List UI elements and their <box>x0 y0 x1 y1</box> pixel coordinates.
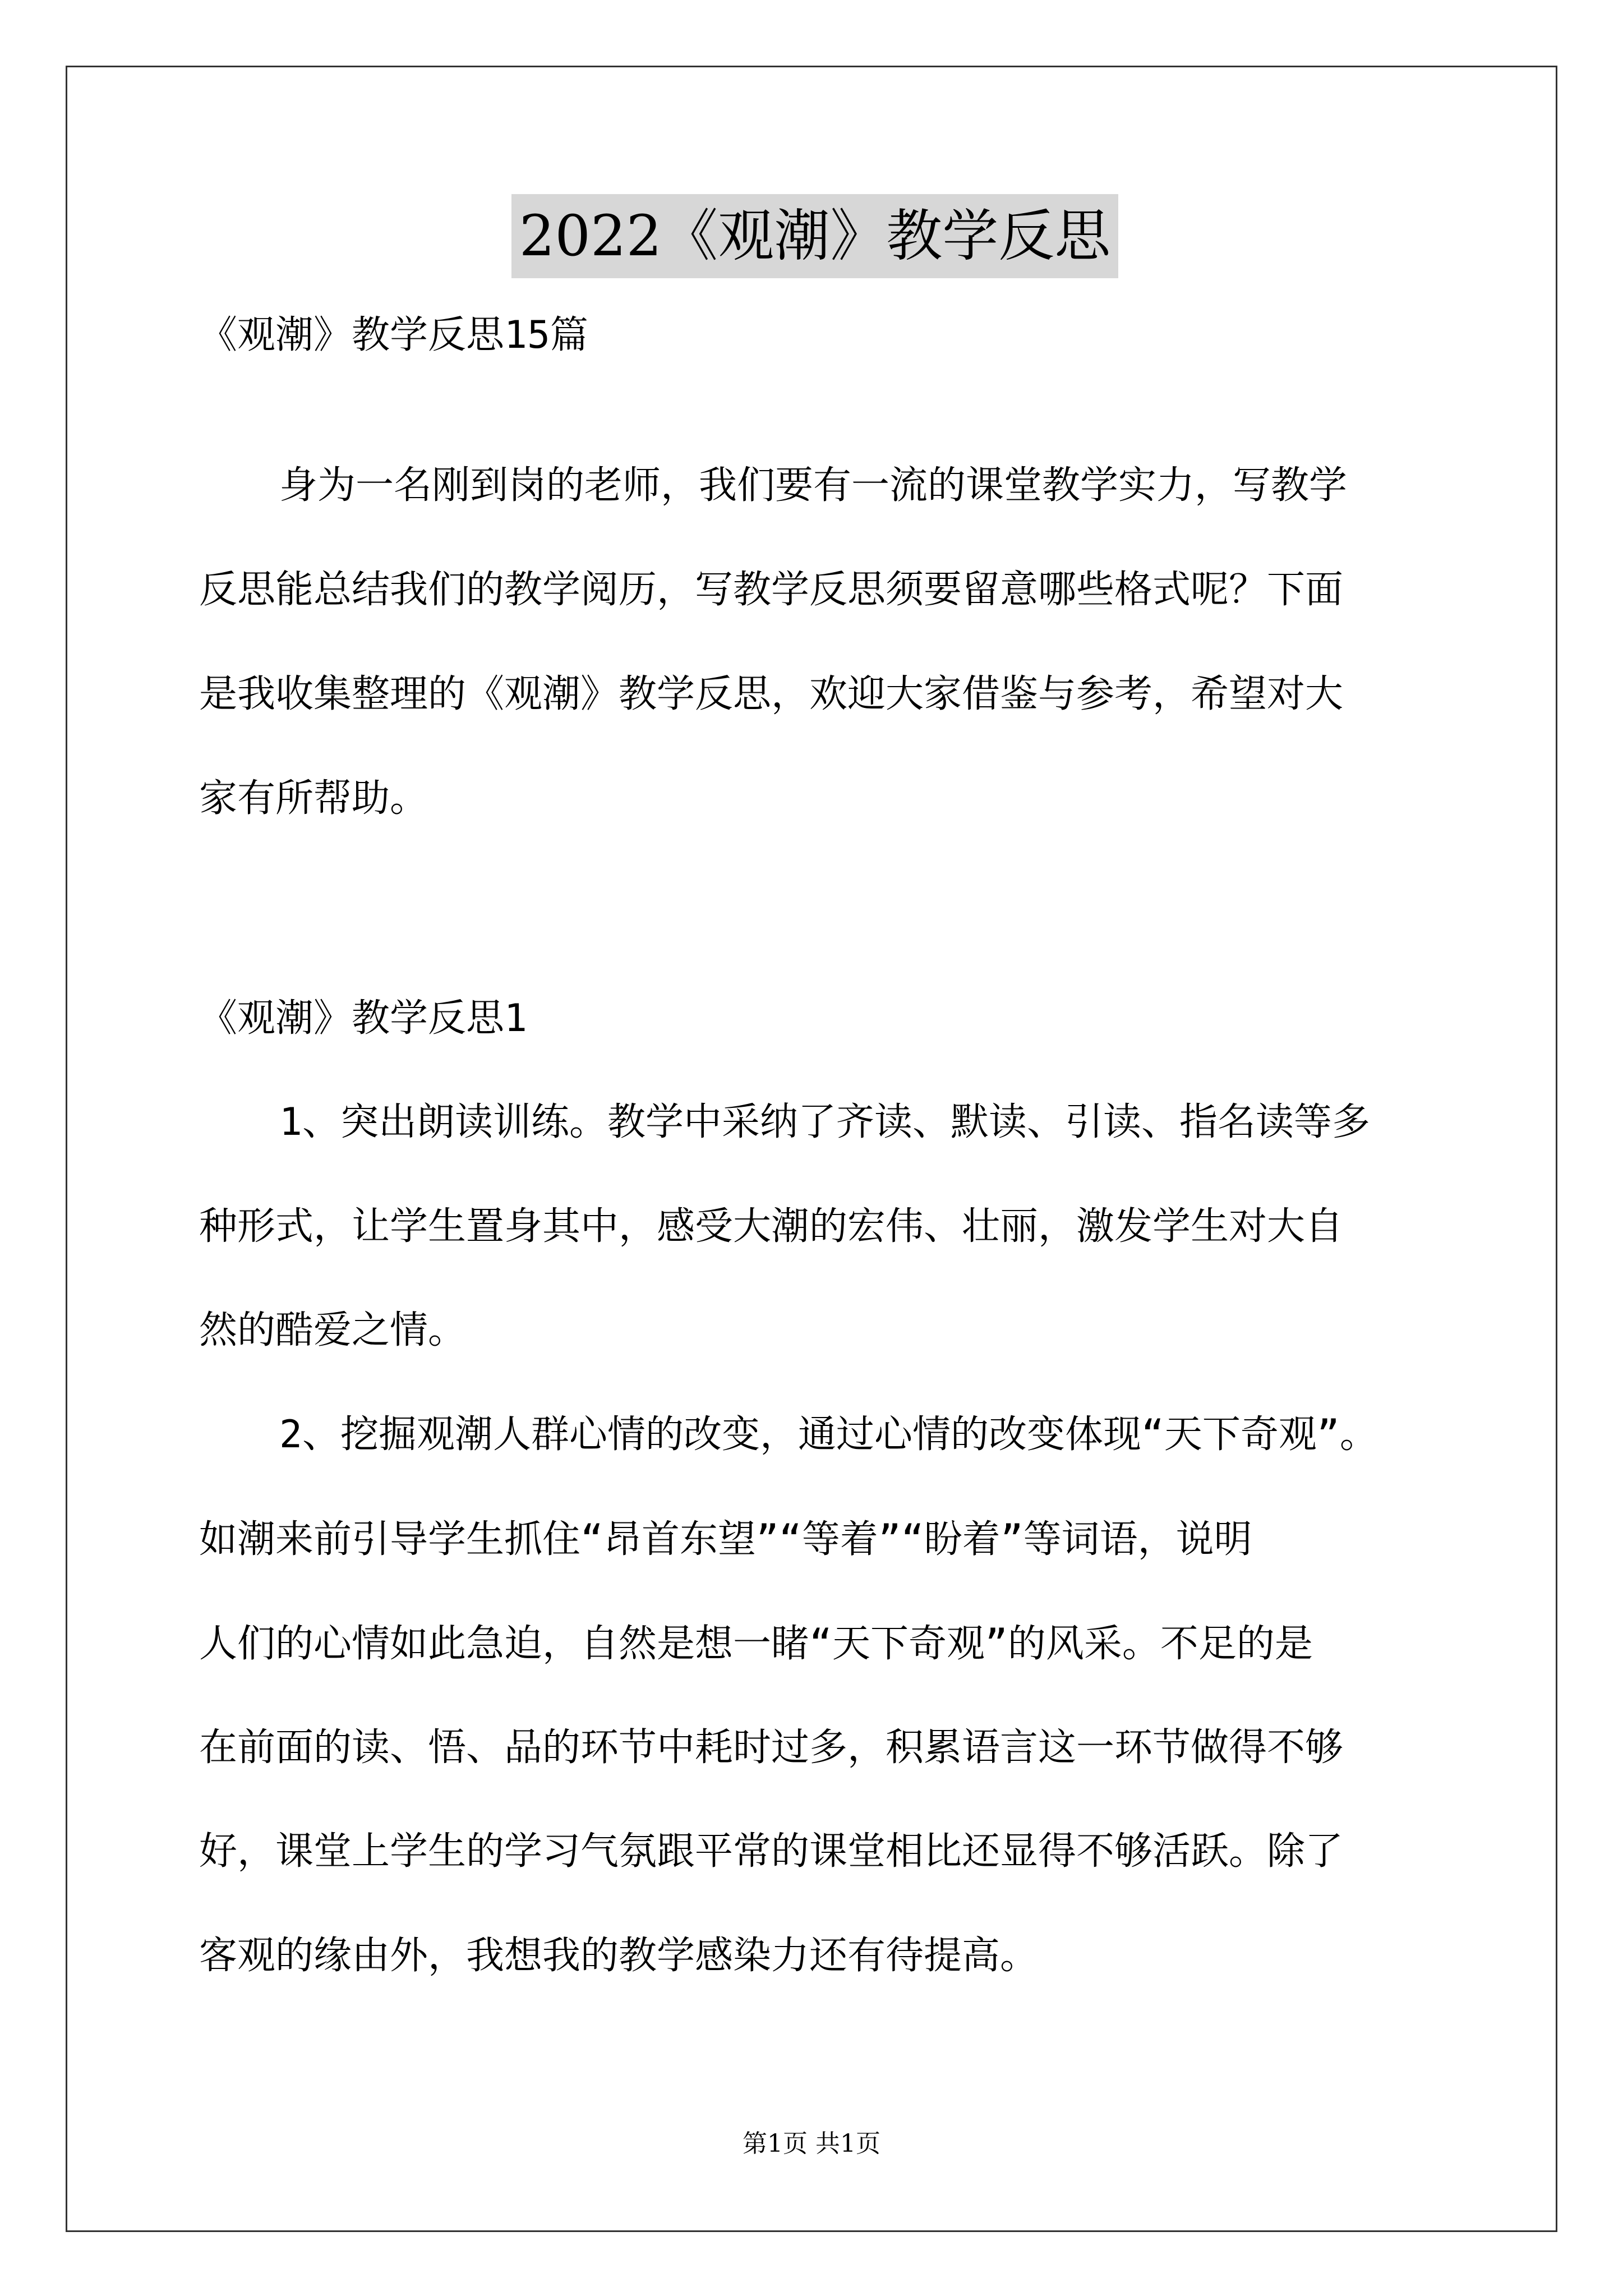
page-footer: 第1页 共1页 <box>743 2129 880 2158</box>
document-title: 2022《观潮》教学反思 <box>511 194 1118 278</box>
document-subtitle: 《观潮》教学反思15篇 <box>199 313 588 357</box>
intro-line-2: 反思能总结我们的教学阅历，写教学反思须要留意哪些格式呢？下面 <box>199 568 1344 612</box>
para1-line-3: 然的酷爱之情。 <box>199 1308 467 1352</box>
para2-line-6: 客观的缘由外，我想我的教学感染力还有待提高。 <box>199 1934 1039 1978</box>
para2-line-1: 2、挖掘观潮人群心情的改变，通过心情的改变体现“天下奇观”。 <box>279 1412 1378 1457</box>
para2-line-5: 好，课堂上学生的学习气氛跟平常的课堂相比还显得不够活跃。除了 <box>199 1829 1344 1874</box>
intro-line-1: 身为一名刚到岗的老师，我们要有一流的课堂教学实力，写教学 <box>279 463 1348 508</box>
intro-line-4: 家有所帮助。 <box>199 776 428 821</box>
intro-line-3: 是我收集整理的《观潮》教学反思，欢迎大家借鉴与参考，希望对大 <box>199 672 1344 716</box>
para2-line-3: 人们的心情如此急迫，自然是想一睹“天下奇观”的风采。不足的是 <box>199 1622 1313 1666</box>
para2-line-2: 如潮来前引导学生抓住“昂首东望”“等着”“盼着”等词语，说明 <box>199 1517 1252 1562</box>
para1-line-2: 种形式，让学生置身其中，感受大潮的宏伟、壮丽，激发学生对大自 <box>199 1204 1344 1249</box>
section-heading: 《观潮》教学反思1 <box>199 996 527 1041</box>
para1-line-1: 1、突出朗读训练。教学中采纳了齐读、默读、引读、指名读等多 <box>279 1100 1370 1144</box>
para2-line-4: 在前面的读、悟、品的环节中耗时过多，积累语言这一环节做得不够 <box>199 1726 1344 1770</box>
